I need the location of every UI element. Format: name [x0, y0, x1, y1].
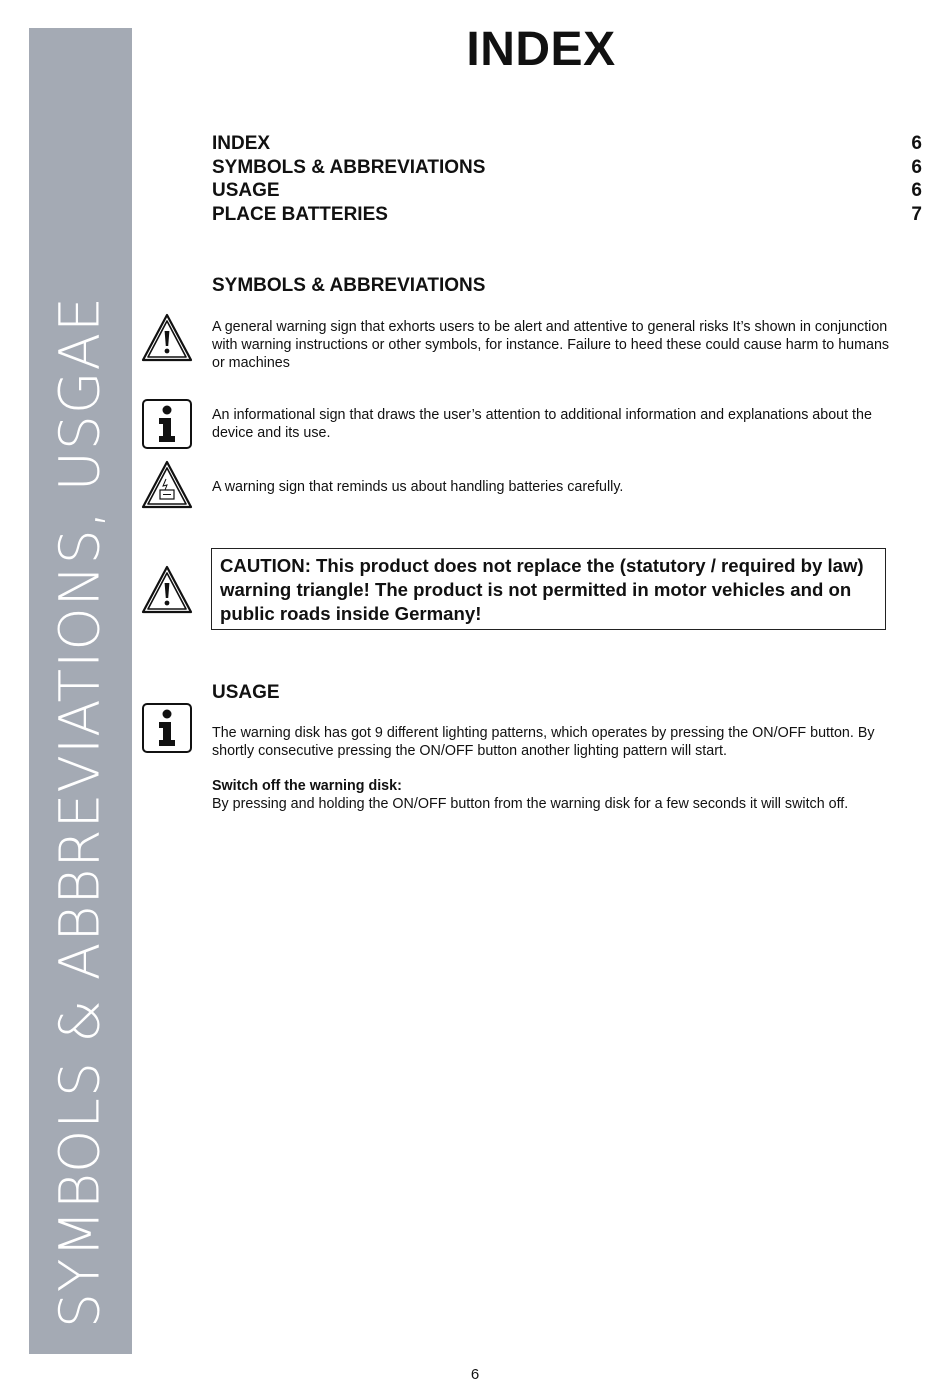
info-icon [141, 398, 193, 450]
toc-label: SYMBOLS & ABBREVIATIONS [212, 156, 486, 178]
toc-label: INDEX [212, 133, 271, 154]
symbols-heading: SYMBOLS & ABBREVIATIONS [212, 275, 486, 296]
warning-triangle-icon [141, 564, 193, 616]
table-of-contents [212, 132, 922, 226]
caution-box: CAUTION: This product does not replace the (statutory / required by law) warning triangle! The product is not permitted in motor vehicles and on public roads inside Germany! [211, 548, 886, 630]
side-banner-text: SYMBOLS & ABBREVIATIONS, USGAE [47, 296, 112, 1328]
toc-page: 6 [911, 156, 922, 178]
usage-heading: USAGE [212, 682, 280, 703]
usage-text: The warning disk has got 9 different lighting patterns, which operates by pressing the ON/OFF button. By shortly consecutive pressing the ON/OFF button another lighting pattern will start. [212, 725, 875, 759]
toc-row[interactable] [212, 179, 922, 203]
page-title: INDEX [466, 23, 616, 76]
symbol-description: A general warning sign that exhorts users to be alert and attentive to general risks It’s shown in conjunction with warning instructions or other symbols, for instance. Failure to heed these could cause harm to humans or machines [212, 319, 890, 371]
toc-page: 6 [911, 180, 922, 201]
toc-page: 6 [911, 133, 922, 154]
toc-row[interactable] [212, 132, 922, 156]
info-icon [141, 702, 193, 754]
symbol-description: An informational sign that draws the user’s attention to additional information and explanations about the device and its use. [212, 407, 872, 441]
switch-off-text: By pressing and holding the ON/OFF button from the warning disk for a few seconds it will switch off. [212, 796, 849, 812]
switch-off-heading: Switch off the warning disk: [212, 778, 402, 794]
toc-label: USAGE [212, 180, 280, 201]
switch-off-section [212, 777, 912, 813]
battery-warning-icon [141, 459, 193, 511]
page-number: 6 [470, 1366, 480, 1383]
toc-page: 7 [911, 203, 922, 225]
toc-label: PLACE BATTERIES [212, 203, 388, 225]
toc-row[interactable] [212, 203, 922, 227]
warning-triangle-icon [141, 312, 193, 364]
symbol-description: A warning sign that reminds us about handling batteries carefully. [212, 479, 624, 495]
toc-row[interactable] [212, 156, 922, 180]
